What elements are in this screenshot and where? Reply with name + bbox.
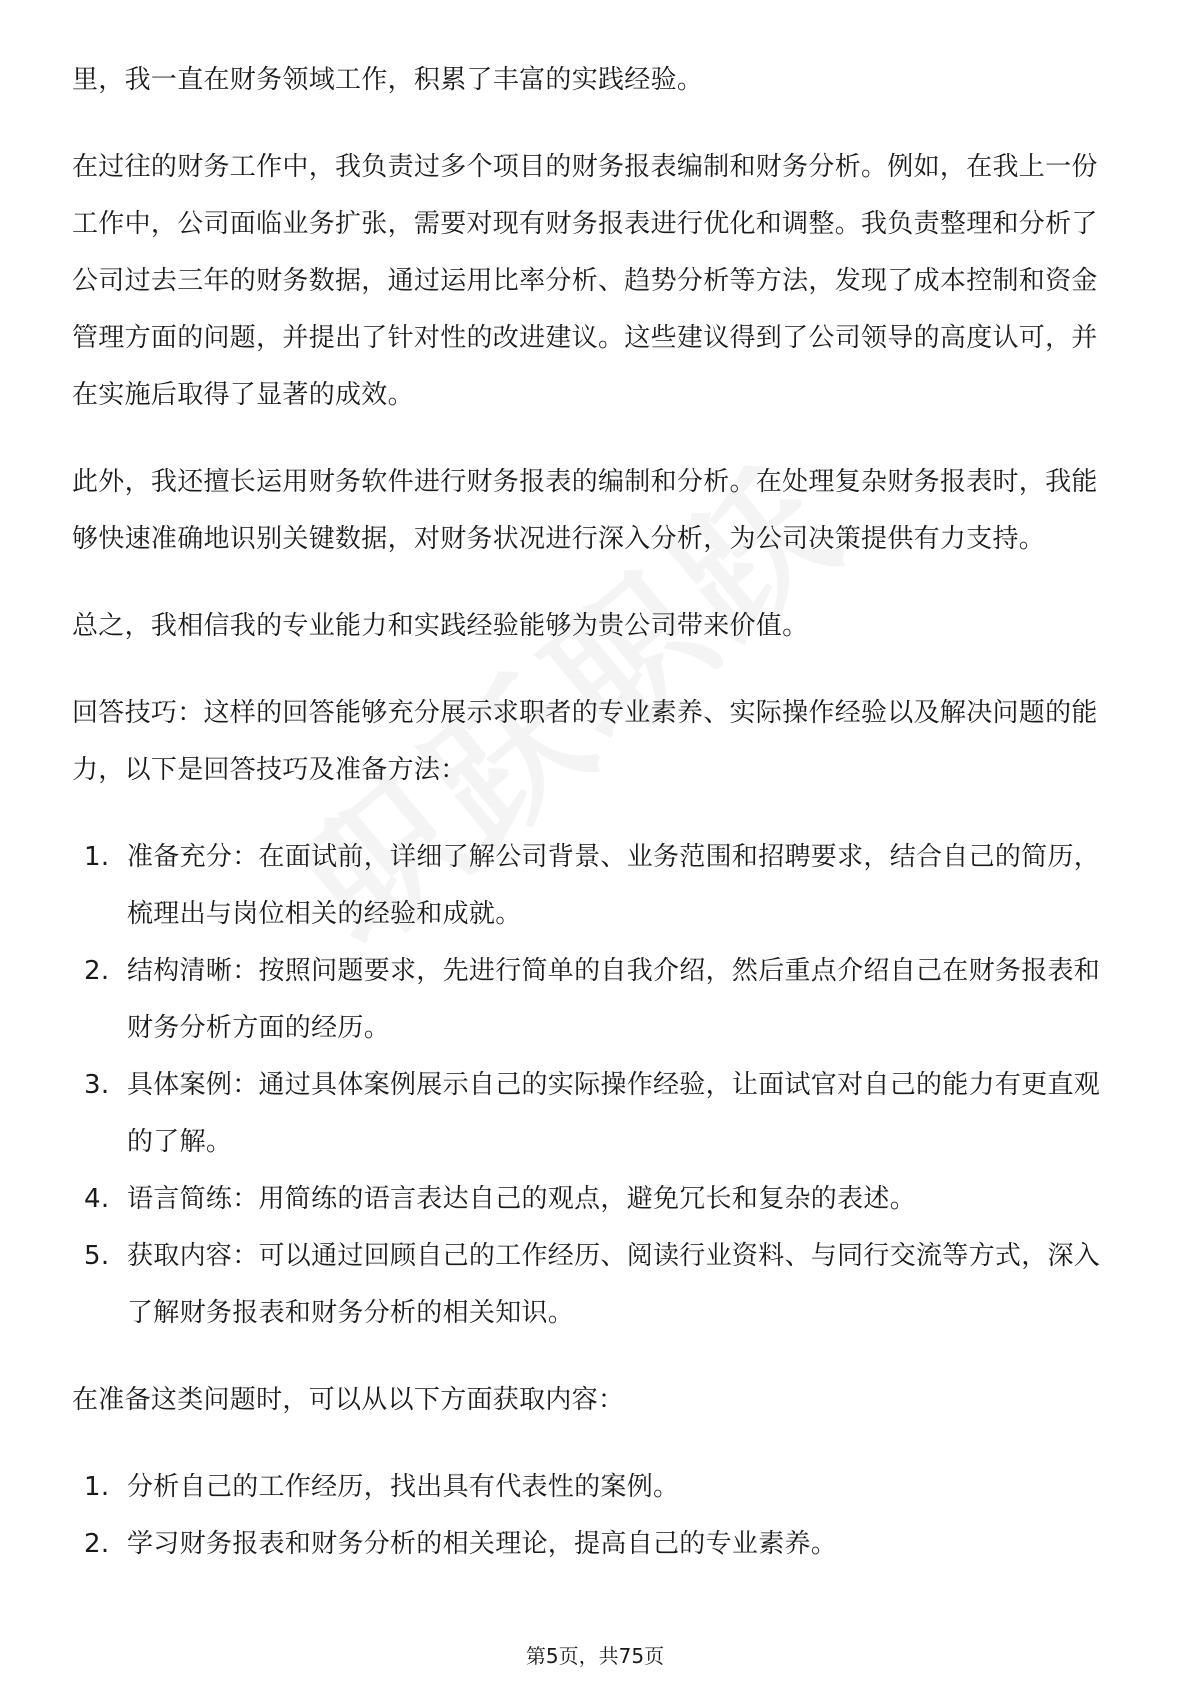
- paragraph-3: 此外，我还擅长运用财务软件进行财务报表的编制和分析。在处理复杂财务报表时，我能够快速准确地识别关键数据，对财务状况进行深入分析，为公司决策提供有力支持。: [72, 467, 1098, 554]
- list-item: [72, 829, 1117, 943]
- list-item-text: 结构清晰：按照问题要求，先进行简单的自我介绍，然后重点介绍自己在财务报表和财务分析方面的经历。: [127, 956, 1101, 1043]
- paragraph-2: 在过往的财务工作中，我负责过多个项目的财务报表编制和财务分析。例如，在我上一份工作中，公司面临业务扩张，需要对现有财务报表进行优化和调整。我负责整理和分析了公司过去三年的财务数据，通过运用比率分析、趋势分析等方法，发现了成本控制和资金管理方面的问题，并提出了针对性的改进建议。这些建议得到了公司领导的高度认可，并在实施后取得了显著的成效。: [72, 152, 1098, 410]
- list-item: [72, 1459, 1117, 1516]
- list-item: [72, 1057, 1117, 1171]
- list-number: 2.: [84, 956, 110, 986]
- list-item-text: 获取内容：可以通过回顾自己的工作经历、阅读行业资料、与同行交流等方式，深入了解财务报表和财务分析的相关知识。: [127, 1241, 1101, 1328]
- source-list: [72, 1459, 1117, 1573]
- document-body: [72, 52, 1117, 1603]
- list-number: 3.: [84, 1070, 110, 1100]
- tips-list: [72, 829, 1117, 1342]
- list-item-text: 具体案例：通过具体案例展示自己的实际操作经验，让面试官对自己的能力有更直观的了解。: [127, 1070, 1101, 1157]
- list-item: [72, 1171, 1117, 1228]
- paragraph-1: 里，我一直在财务领域工作，积累了丰富的实践经验。: [72, 65, 704, 95]
- list-item-text: 准备充分：在面试前，详细了解公司背景、业务范围和招聘要求，结合自己的简历，梳理出与岗位相关的经验和成就。: [127, 842, 1101, 929]
- list-item: [72, 1228, 1117, 1342]
- list-item: [72, 1516, 1117, 1573]
- list-number: 5.: [84, 1241, 110, 1271]
- list-number: 1.: [84, 842, 110, 872]
- list-item-text: 学习财务报表和财务分析的相关理论，提高自己的专业素养。: [127, 1529, 838, 1559]
- paragraph-4: 总之，我相信我的专业能力和实践经验能够为贵公司带来价值。: [72, 611, 809, 641]
- paragraph-6: 在准备这类问题时，可以从以下方面获取内容：: [72, 1385, 625, 1415]
- paragraph-5: 回答技巧：这样的回答能够充分展示求职者的专业素养、实际操作经验以及解决问题的能力，以下是回答技巧及准备方法：: [72, 698, 1098, 785]
- list-item: [72, 943, 1117, 1057]
- list-item-text: 分析自己的工作经历，找出具有代表性的案例。: [127, 1472, 680, 1502]
- list-number: 1.: [84, 1472, 110, 1502]
- list-item-text: 语言简练：用简练的语言表达自己的观点，避免冗长和复杂的表述。: [127, 1184, 917, 1214]
- page-footer: 第5页，共75页: [525, 1644, 665, 1668]
- list-number: 2.: [84, 1529, 110, 1559]
- list-number: 4.: [84, 1184, 110, 1214]
